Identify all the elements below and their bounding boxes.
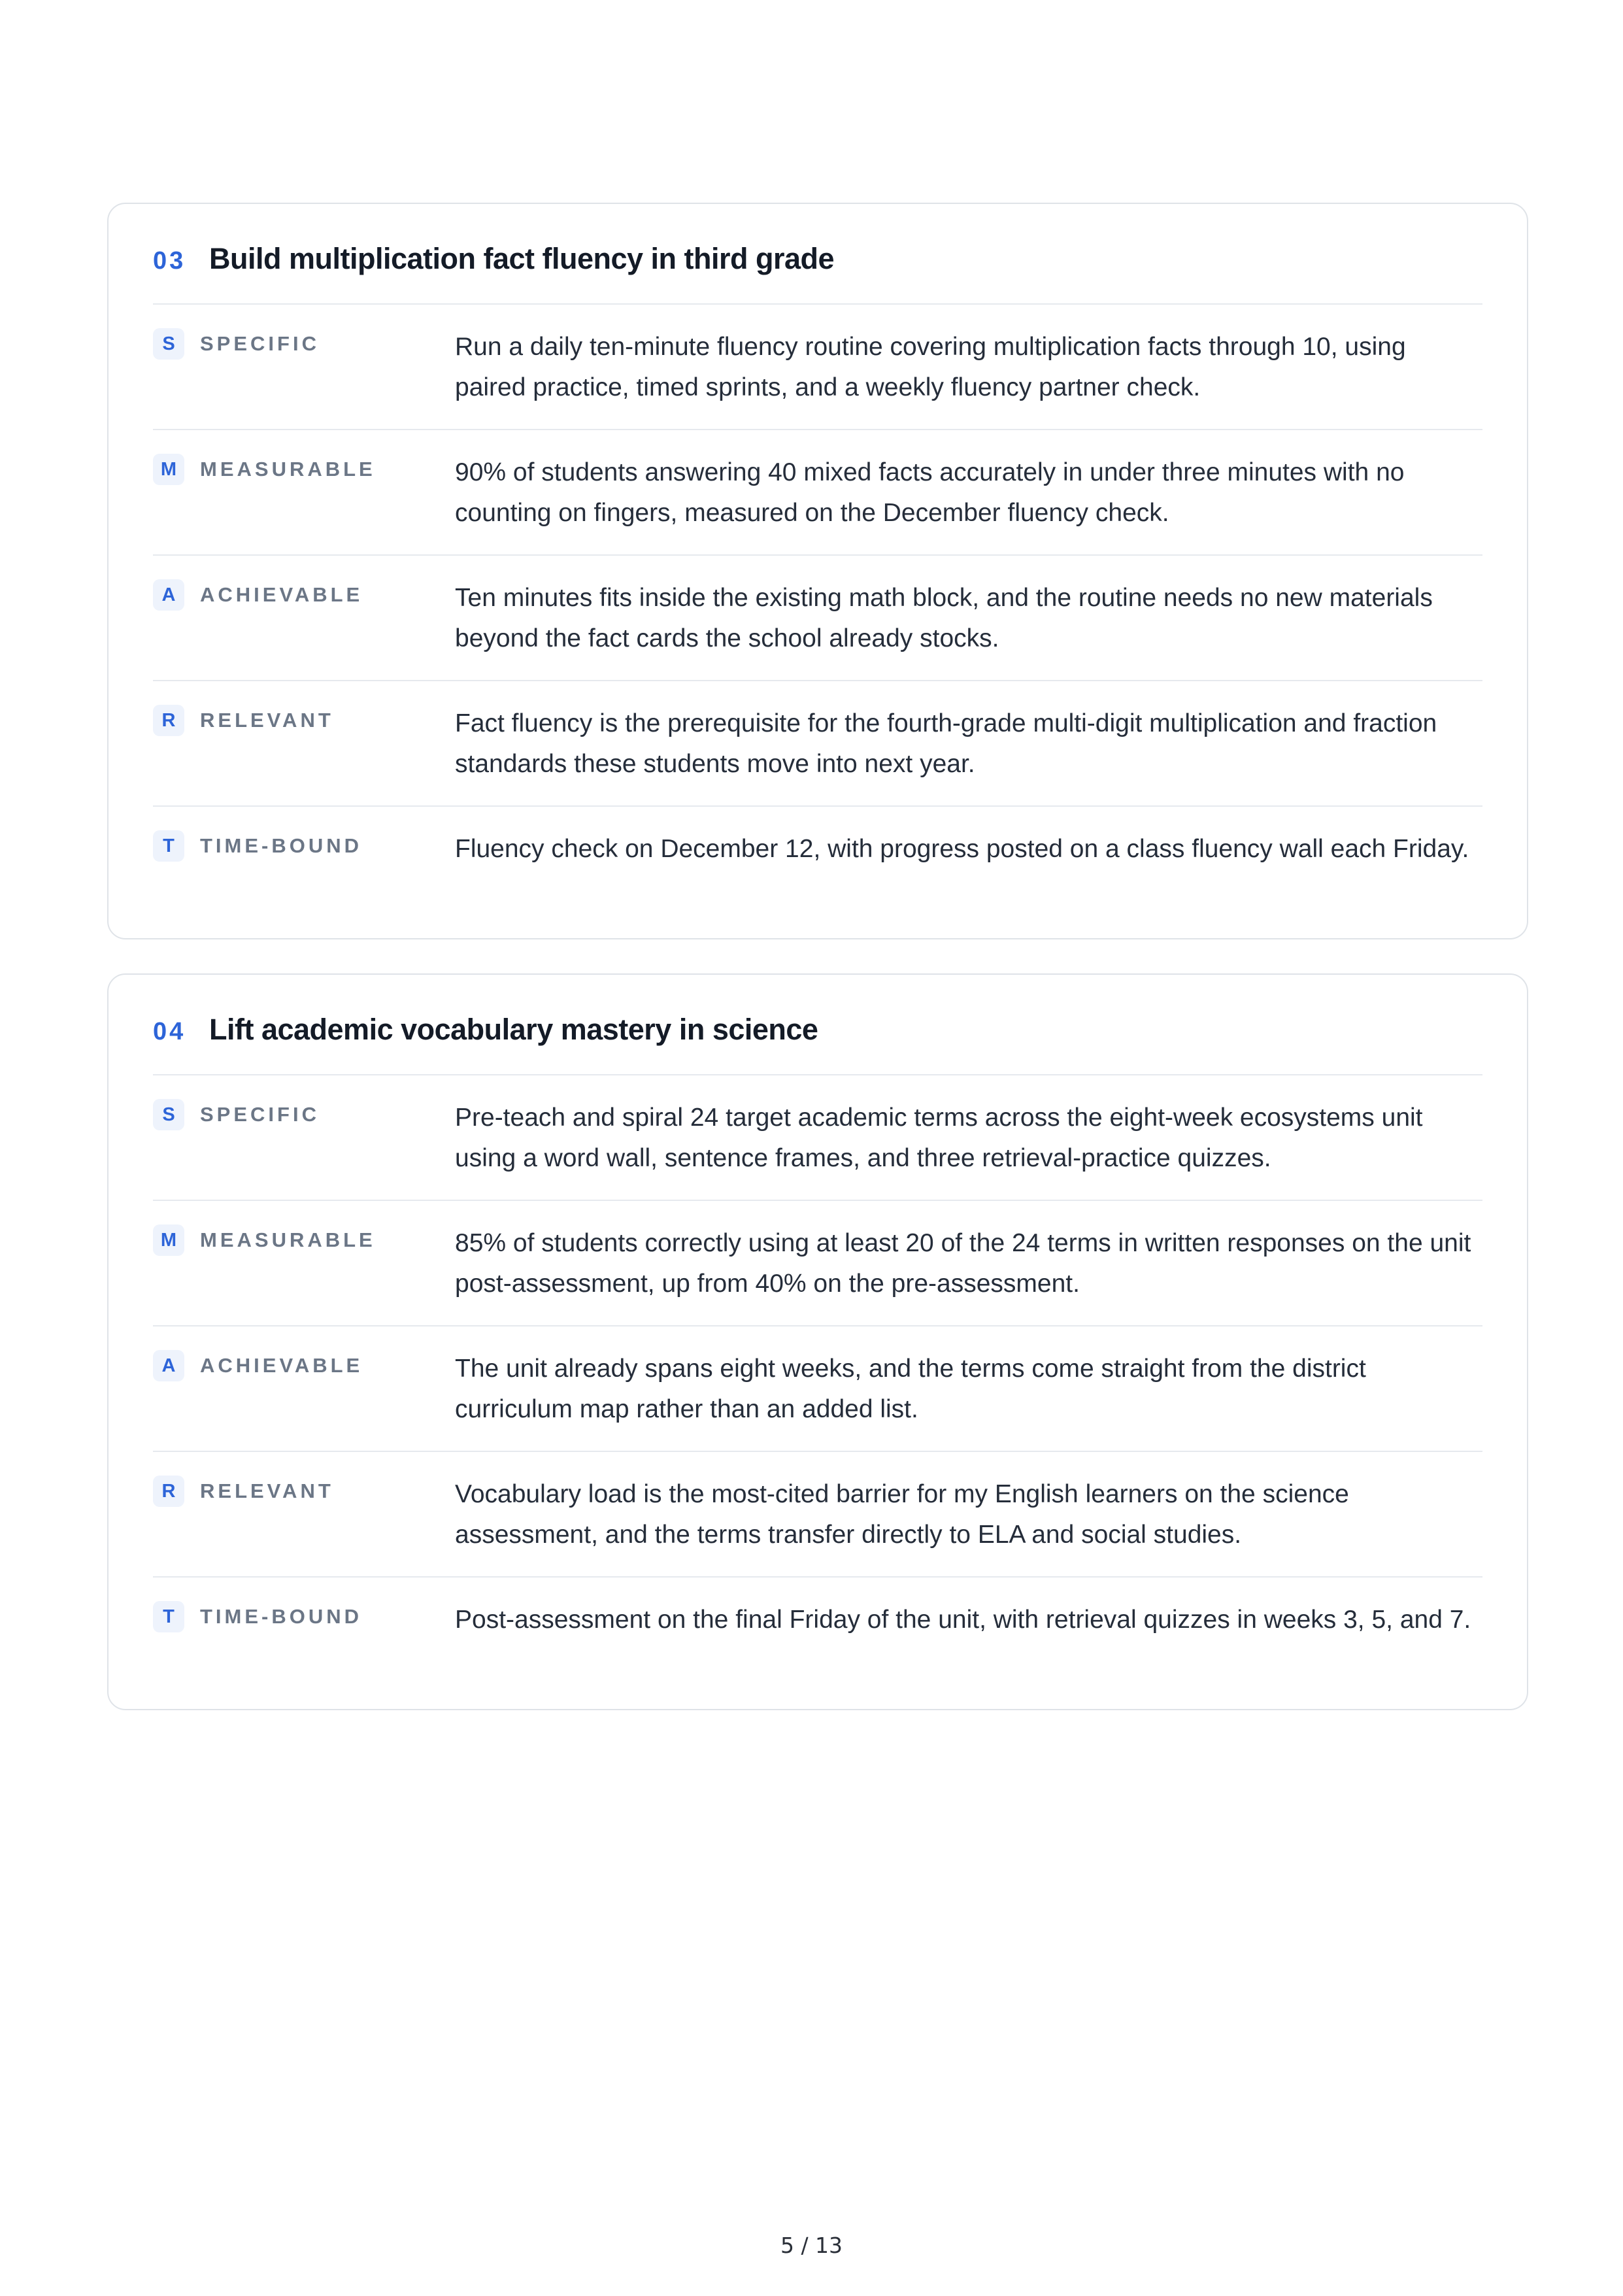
goal-header (153, 242, 1482, 305)
goal-title: Lift academic vocabulary mastery in science (209, 1013, 818, 1046)
criterion-label: ACHIEVABLE (200, 1354, 363, 1377)
smart-row-time-bound (153, 807, 1482, 926)
letter-badge: M (153, 1224, 184, 1256)
criterion-text: 85% of students correctly using at least 20 of the 24 terms in written responses on the unit post-assessment, up from 40% on the pre-assessment. (455, 1229, 1471, 1298)
criterion-text: 90% of students answering 40 mixed facts accurately in under three minutes with no counting on fingers, measured on the December fluency check. (455, 458, 1405, 527)
smart-row-achievable (153, 556, 1482, 681)
criterion-text: Ten minutes fits inside the existing math block, and the routine needs no new materials beyond the fact cards the school already stocks. (455, 584, 1433, 652)
goal-card (107, 203, 1528, 939)
criterion-label: TIME-BOUND (200, 834, 363, 857)
letter-badge: R (153, 1476, 184, 1507)
letter-badge: M (153, 454, 184, 485)
criterion-label: SPECIFIC (200, 332, 320, 355)
criterion-text: Vocabulary load is the most-cited barrier for my English learners on the science assessment, and the terms transfer directly to ELA and social studies. (455, 1480, 1349, 1549)
letter-badge: T (153, 1601, 184, 1632)
letter-badge: R (153, 705, 184, 736)
goal-title: Build multiplication fact fluency in third grade (209, 242, 835, 275)
smart-row-measurable (153, 430, 1482, 556)
criterion-label: ACHIEVABLE (200, 583, 363, 606)
letter-badge: T (153, 830, 184, 862)
criterion-text: Post-assessment on the final Friday of the unit, with retrieval quizzes in weeks 3, 5, and 7. (455, 1606, 1471, 1634)
smart-row-specific (153, 305, 1482, 430)
goal-card (107, 973, 1528, 1710)
smart-row-relevant (153, 681, 1482, 807)
criterion-text: Fact fluency is the prerequisite for the fourth-grade multi-digit multiplication and fraction standards these students move into next year. (455, 709, 1437, 778)
smart-row-specific (153, 1075, 1482, 1201)
smart-row-relevant (153, 1452, 1482, 1578)
smart-row-achievable (153, 1326, 1482, 1452)
criterion-label: RELEVANT (200, 1479, 334, 1502)
smart-row-time-bound (153, 1578, 1482, 1697)
criterion-label: SPECIFIC (200, 1103, 320, 1126)
page-number: 5 / 13 (780, 2233, 843, 2258)
goal-header (153, 1013, 1482, 1075)
goal-number: 04 (153, 1018, 186, 1045)
goal-number: 03 (153, 247, 186, 275)
criterion-label: TIME-BOUND (200, 1605, 363, 1628)
criterion-text: Pre-teach and spiral 24 target academic terms across the eight-week ecosystems unit using a word wall, sentence frames, and three retrieval-practice quizzes. (455, 1104, 1423, 1172)
smart-row-measurable (153, 1201, 1482, 1326)
criterion-text: Fluency check on December 12, with progress posted on a class fluency wall each Friday. (455, 835, 1469, 863)
letter-badge: S (153, 328, 184, 360)
letter-badge: A (153, 579, 184, 611)
criterion-text: The unit already spans eight weeks, and the terms come straight from the district curriculum map rather than an added list. (455, 1355, 1366, 1423)
letter-badge: A (153, 1350, 184, 1381)
criterion-text: Run a daily ten-minute fluency routine covering multiplication facts through 10, using paired practice, timed sprints, and a weekly fluency partner check. (455, 333, 1406, 401)
criterion-label: MEASURABLE (200, 1228, 376, 1251)
criterion-label: MEASURABLE (200, 458, 376, 481)
letter-badge: S (153, 1099, 184, 1130)
criterion-label: RELEVANT (200, 709, 334, 732)
